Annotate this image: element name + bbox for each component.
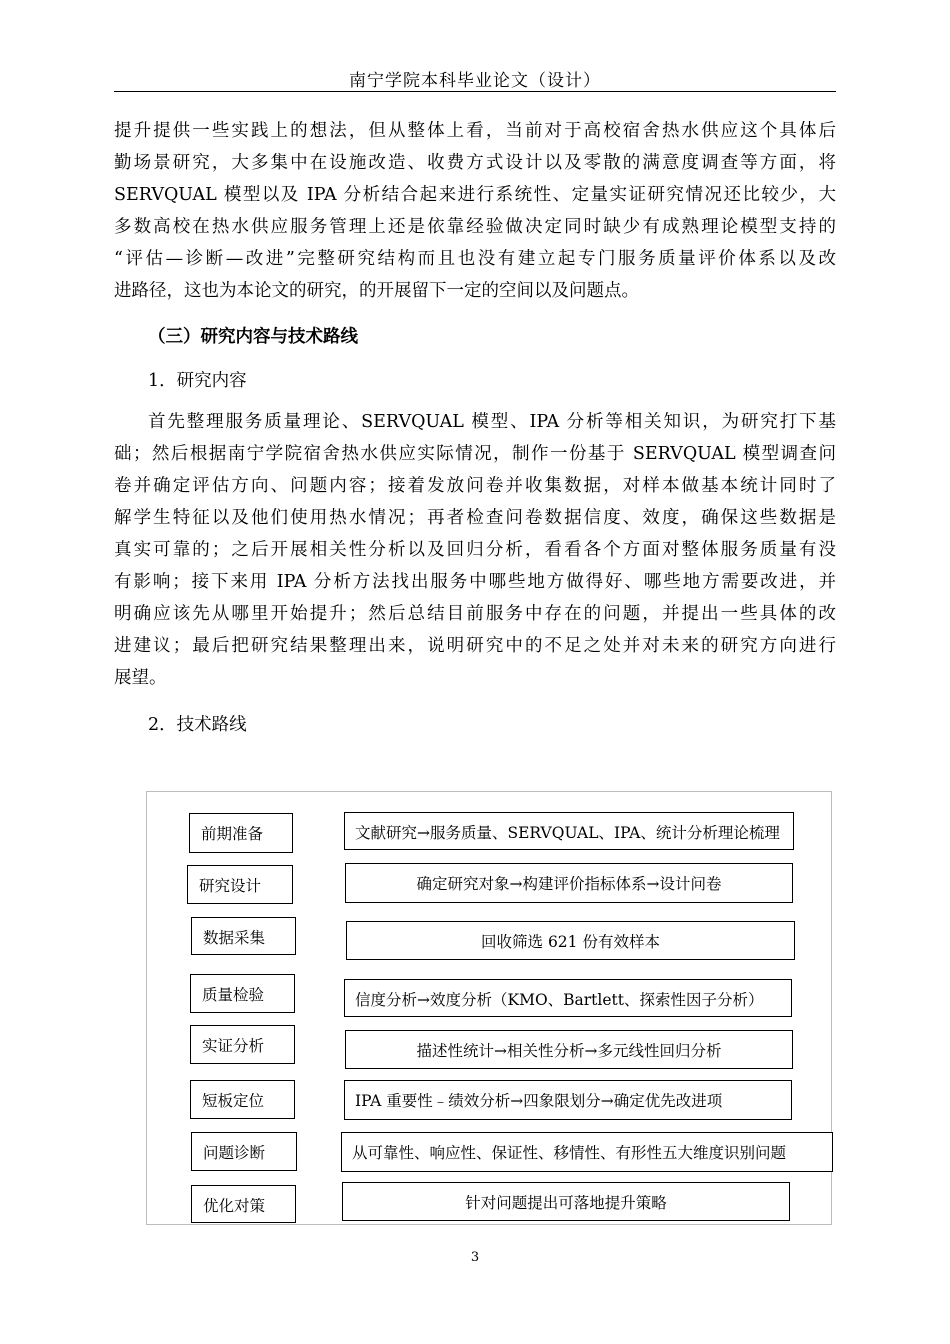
paragraph-line: 明确应该先从哪里开始提升；然后总结目前服务中存在的问题，并提出一些具体的改	[114, 604, 836, 624]
paragraph-line: 真实可靠的；之后开展相关性分析以及回归分析，看看各个方面对整体服务质量有没	[114, 540, 836, 560]
page-header-title: 南宁学院本科毕业论文（设计）	[349, 71, 601, 91]
action-box-optimization: 针对问题提出可落地提升策略	[342, 1182, 790, 1221]
paragraph-line: 展望。	[114, 668, 167, 688]
stage-box-design: 研究设计	[187, 865, 293, 904]
paragraph-line: 勤场景研究，大多集中在设施改造、收费方式设计以及零散的满意度调查等方面，将	[114, 153, 836, 173]
subsection-heading-technical-route: 2．技术路线	[148, 715, 247, 735]
content-paragraph	[114, 406, 836, 694]
action-box-weakness-location: IPA 重要性﹣绩效分析→四象限划分→确定优先改进项	[344, 1080, 792, 1120]
paragraph-line: SERVQUAL 模型以及 IPA 分析结合起来进行系统性、定量实证研究情况还比较少，大	[114, 185, 836, 205]
stage-box-quality-check: 质量检验	[190, 974, 295, 1013]
action-box-quality-check: 信度分析→效度分析（KMO、Bartlett、探索性因子分析）	[344, 979, 792, 1017]
stage-box-data-collection: 数据采集	[191, 917, 296, 955]
header-rule	[114, 91, 836, 92]
action-box-preparation: 文献研究→服务质量、SERVQUAL、IPA、统计分析理论梳理	[344, 812, 794, 850]
paragraph-line: 解学生特征以及他们使用热水情况；再者检查问卷数据信度、效度，确保这些数据是	[114, 508, 836, 528]
action-box-problem-diagnosis: 从可靠性、响应性、保证性、移情性、有形性五大维度识别问题	[341, 1132, 833, 1172]
section-heading: （三）研究内容与技术路线	[148, 327, 358, 347]
paragraph-line: 提升提供一些实践上的想法，但从整体上看，当前对于高校宿舍热水供应这个具体后	[114, 121, 836, 141]
technical-route-flowchart	[146, 791, 832, 1225]
paragraph-line: 础；然后根据南宁学院宿舍热水供应实际情况，制作一份基于 SERVQUAL 模型调查问	[114, 444, 836, 464]
subsection-heading-research-content: 1．研究内容	[148, 371, 247, 391]
stage-box-empirical-analysis: 实证分析	[190, 1025, 295, 1064]
stage-box-problem-diagnosis: 问题诊断	[191, 1132, 297, 1171]
paragraph-line: 首先整理服务质量理论、SERVQUAL 模型、IPA 分析等相关知识，为研究打下基	[148, 412, 836, 432]
action-box-design: 确定研究对象→构建评价指标体系→设计问卷	[345, 863, 793, 903]
paragraph-line: 进建议；最后把研究结果整理出来，说明研究中的不足之处并对未来的研究方向进行	[114, 636, 836, 656]
page-number: 3	[470, 1250, 480, 1265]
stage-box-preparation: 前期准备	[189, 813, 293, 853]
paragraph-line: 进路径，这也为本论文的研究，的开展留下一定的空间以及问题点。	[114, 281, 639, 301]
stage-box-optimization: 优化对策	[191, 1185, 296, 1223]
paragraph-line: “评估—诊断—改进”完整研究结构而且也没有建立起专门服务质量评价体系以及改	[114, 249, 836, 269]
paragraph-line: 有影响；接下来用 IPA 分析方法找出服务中哪些地方做得好、哪些地方需要改进，并	[114, 572, 836, 592]
action-box-empirical-analysis: 描述性统计→相关性分析→多元线性回归分析	[345, 1030, 793, 1069]
stage-box-weakness-location: 短板定位	[190, 1080, 295, 1119]
paragraph-line: 多数高校在热水供应服务管理上还是依靠经验做决定同时缺少有成熟理论模型支持的	[114, 217, 836, 237]
action-box-data-collection: 回收筛选 621 份有效样本	[346, 921, 795, 960]
paragraph-line: 卷并确定评估方向、问题内容；接着发放问卷并收集数据，对样本做基本统计同时了	[114, 476, 836, 496]
intro-paragraph	[114, 115, 836, 307]
